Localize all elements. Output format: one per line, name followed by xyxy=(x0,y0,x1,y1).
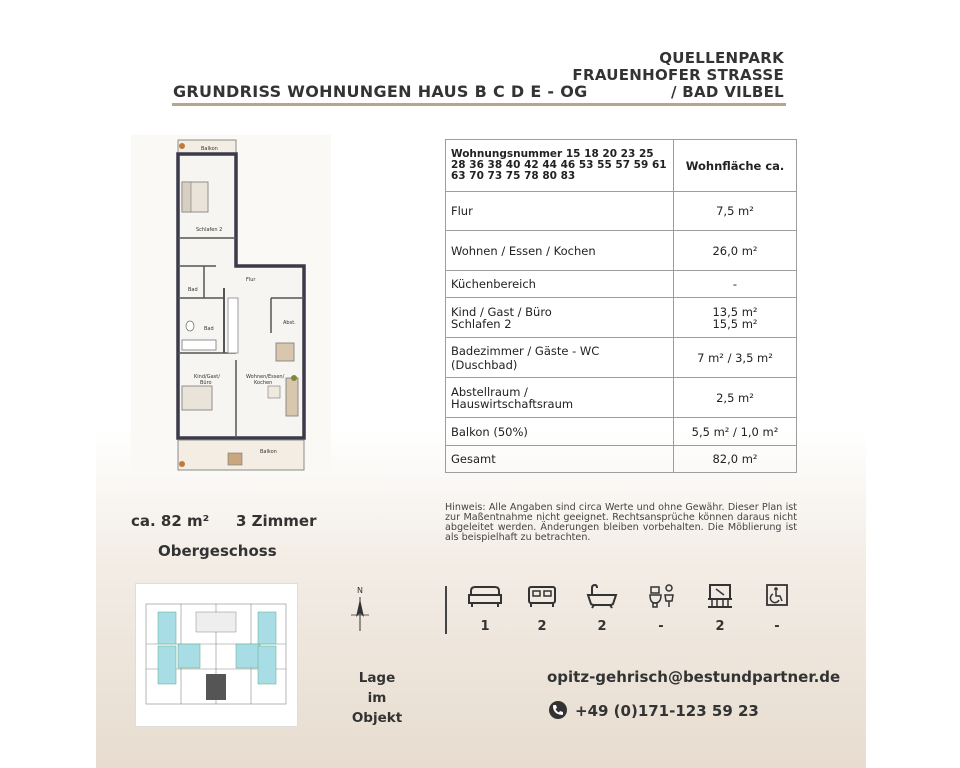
sofa-icon xyxy=(467,583,503,609)
row-value-multi xyxy=(674,298,797,338)
phone-icon xyxy=(549,701,567,719)
row-value: 82,0 m² xyxy=(674,446,797,473)
lage-label xyxy=(346,668,408,728)
row-label-line-1: Kind / Gast / Büro xyxy=(451,304,552,319)
label-flur: Flur xyxy=(246,277,256,283)
row-label-line-2: Schlafen 2 xyxy=(451,316,512,331)
table-row xyxy=(446,338,797,378)
row-value: 26,0 m² xyxy=(674,231,797,271)
table-row xyxy=(446,378,797,418)
page-title: GRUNDRISS WOHNUNGEN HAUS B C D E - OG xyxy=(173,82,588,101)
label-kochen: Kochen xyxy=(254,380,273,386)
disclaimer-text: Hinweis: Alle Angaben sind circa Werte und ohne Gewähr. Dieser Plan ist zur Maßentnahme nicht geeignet. Rechtsansprüche können daraus nicht abgeleitet werden. Änderungen bleiben vorbehalten. Die Möblierung ist als beispielhaft zu betrachten. xyxy=(445,502,797,543)
row-label: Balkon (50%) xyxy=(446,418,674,446)
row-value: - xyxy=(674,271,797,298)
north-arrow-icon xyxy=(347,585,373,633)
row-label: Küchenbereich xyxy=(446,271,674,298)
row-value: 7 m² / 3,5 m² xyxy=(674,338,797,378)
balcony-icon xyxy=(706,583,734,609)
table-header-units: Wohnungsnummer 15 18 20 23 25 28 36 38 40 42 44 46 53 55 57 59 61 63 70 73 75 78 80 83 xyxy=(446,140,674,192)
label-bad: Bad xyxy=(204,326,214,332)
row-label: Wohnen / Essen / Kochen xyxy=(446,231,674,271)
amenity-sofa xyxy=(462,583,508,634)
amenity-accessible xyxy=(754,583,800,634)
header-divider xyxy=(172,103,786,106)
amenity-balcony xyxy=(697,583,743,634)
bathtub-icon xyxy=(586,583,618,609)
site-plan-thumbnail xyxy=(135,583,298,727)
table-row xyxy=(446,231,797,271)
amenity-bed xyxy=(519,583,565,634)
amenity-count: 2 xyxy=(597,619,607,634)
lage-line-1: Lage xyxy=(358,670,396,686)
table-row xyxy=(446,298,797,338)
icons-divider xyxy=(445,586,447,634)
summary-area: ca. 82 m² xyxy=(131,512,210,530)
row-label: Gesamt xyxy=(446,446,674,473)
location-line-2: FRAUENHOFER STRASSE xyxy=(572,66,784,84)
table-header-row xyxy=(446,140,797,192)
compass-label: N xyxy=(357,586,363,595)
floorplan xyxy=(176,138,306,473)
contact-email[interactable]: opitz-gehrisch@bestundpartner.de xyxy=(547,668,841,686)
label-wohnen: Wohnen/Essen/ xyxy=(246,374,285,380)
lage-line-3: Objekt xyxy=(351,710,403,726)
amenity-count: 1 xyxy=(480,619,490,634)
wheelchair-icon xyxy=(765,583,789,609)
row-value: 2,5 m² xyxy=(674,378,797,418)
label-kind: Kind/Gast/ xyxy=(194,374,220,380)
location-line-3: / BAD VILBEL xyxy=(670,83,784,101)
label-balkon-bottom: Balkon xyxy=(260,449,277,455)
amenity-count: - xyxy=(658,619,664,634)
table-row xyxy=(446,418,797,446)
label-schlafen: Schlafen 2 xyxy=(196,227,223,233)
area-table xyxy=(445,139,797,473)
label-abst: Abst. xyxy=(283,320,296,326)
row-label: Badezimmer / Gäste - WC (Duschbad) xyxy=(446,338,674,378)
location-line-1: QUELLENPARK xyxy=(659,49,784,67)
row-label-line-2: Hauswirtschaftsraum xyxy=(451,396,574,411)
row-label-line-1: Abstellraum / xyxy=(451,384,528,399)
amenity-count: - xyxy=(774,619,780,634)
row-value-line-2: 15,5 m² xyxy=(712,316,758,331)
row-label-multi xyxy=(446,298,674,338)
row-label-multi xyxy=(446,378,674,418)
label-buero: Büro xyxy=(200,380,212,386)
bed-icon xyxy=(527,583,557,609)
amenity-toilet xyxy=(638,583,684,634)
table-row xyxy=(446,192,797,231)
table-row xyxy=(446,271,797,298)
amenity-count: 2 xyxy=(537,619,547,634)
contact-phone[interactable]: +49 (0)171-123 59 23 xyxy=(575,702,759,720)
label-bad-small: Bad xyxy=(188,287,198,293)
row-label: Flur xyxy=(446,192,674,231)
table-header-area: Wohnfläche ca. xyxy=(674,140,797,192)
summary-floor: Obergeschoss xyxy=(158,542,277,560)
toilet-icon xyxy=(647,583,675,609)
row-value: 7,5 m² xyxy=(674,192,797,231)
contact-phone-row xyxy=(549,701,759,720)
row-value-line-1: 13,5 m² xyxy=(712,304,758,319)
amenity-count: 2 xyxy=(715,619,725,634)
lage-line-2: im xyxy=(367,690,387,706)
location-block xyxy=(572,50,784,101)
label-balkon-top: Balkon xyxy=(201,146,218,152)
table-row-total xyxy=(446,446,797,473)
summary-rooms: 3 Zimmer xyxy=(236,512,317,530)
row-value: 5,5 m² / 1,0 m² xyxy=(674,418,797,446)
amenity-bathtub xyxy=(579,583,625,634)
